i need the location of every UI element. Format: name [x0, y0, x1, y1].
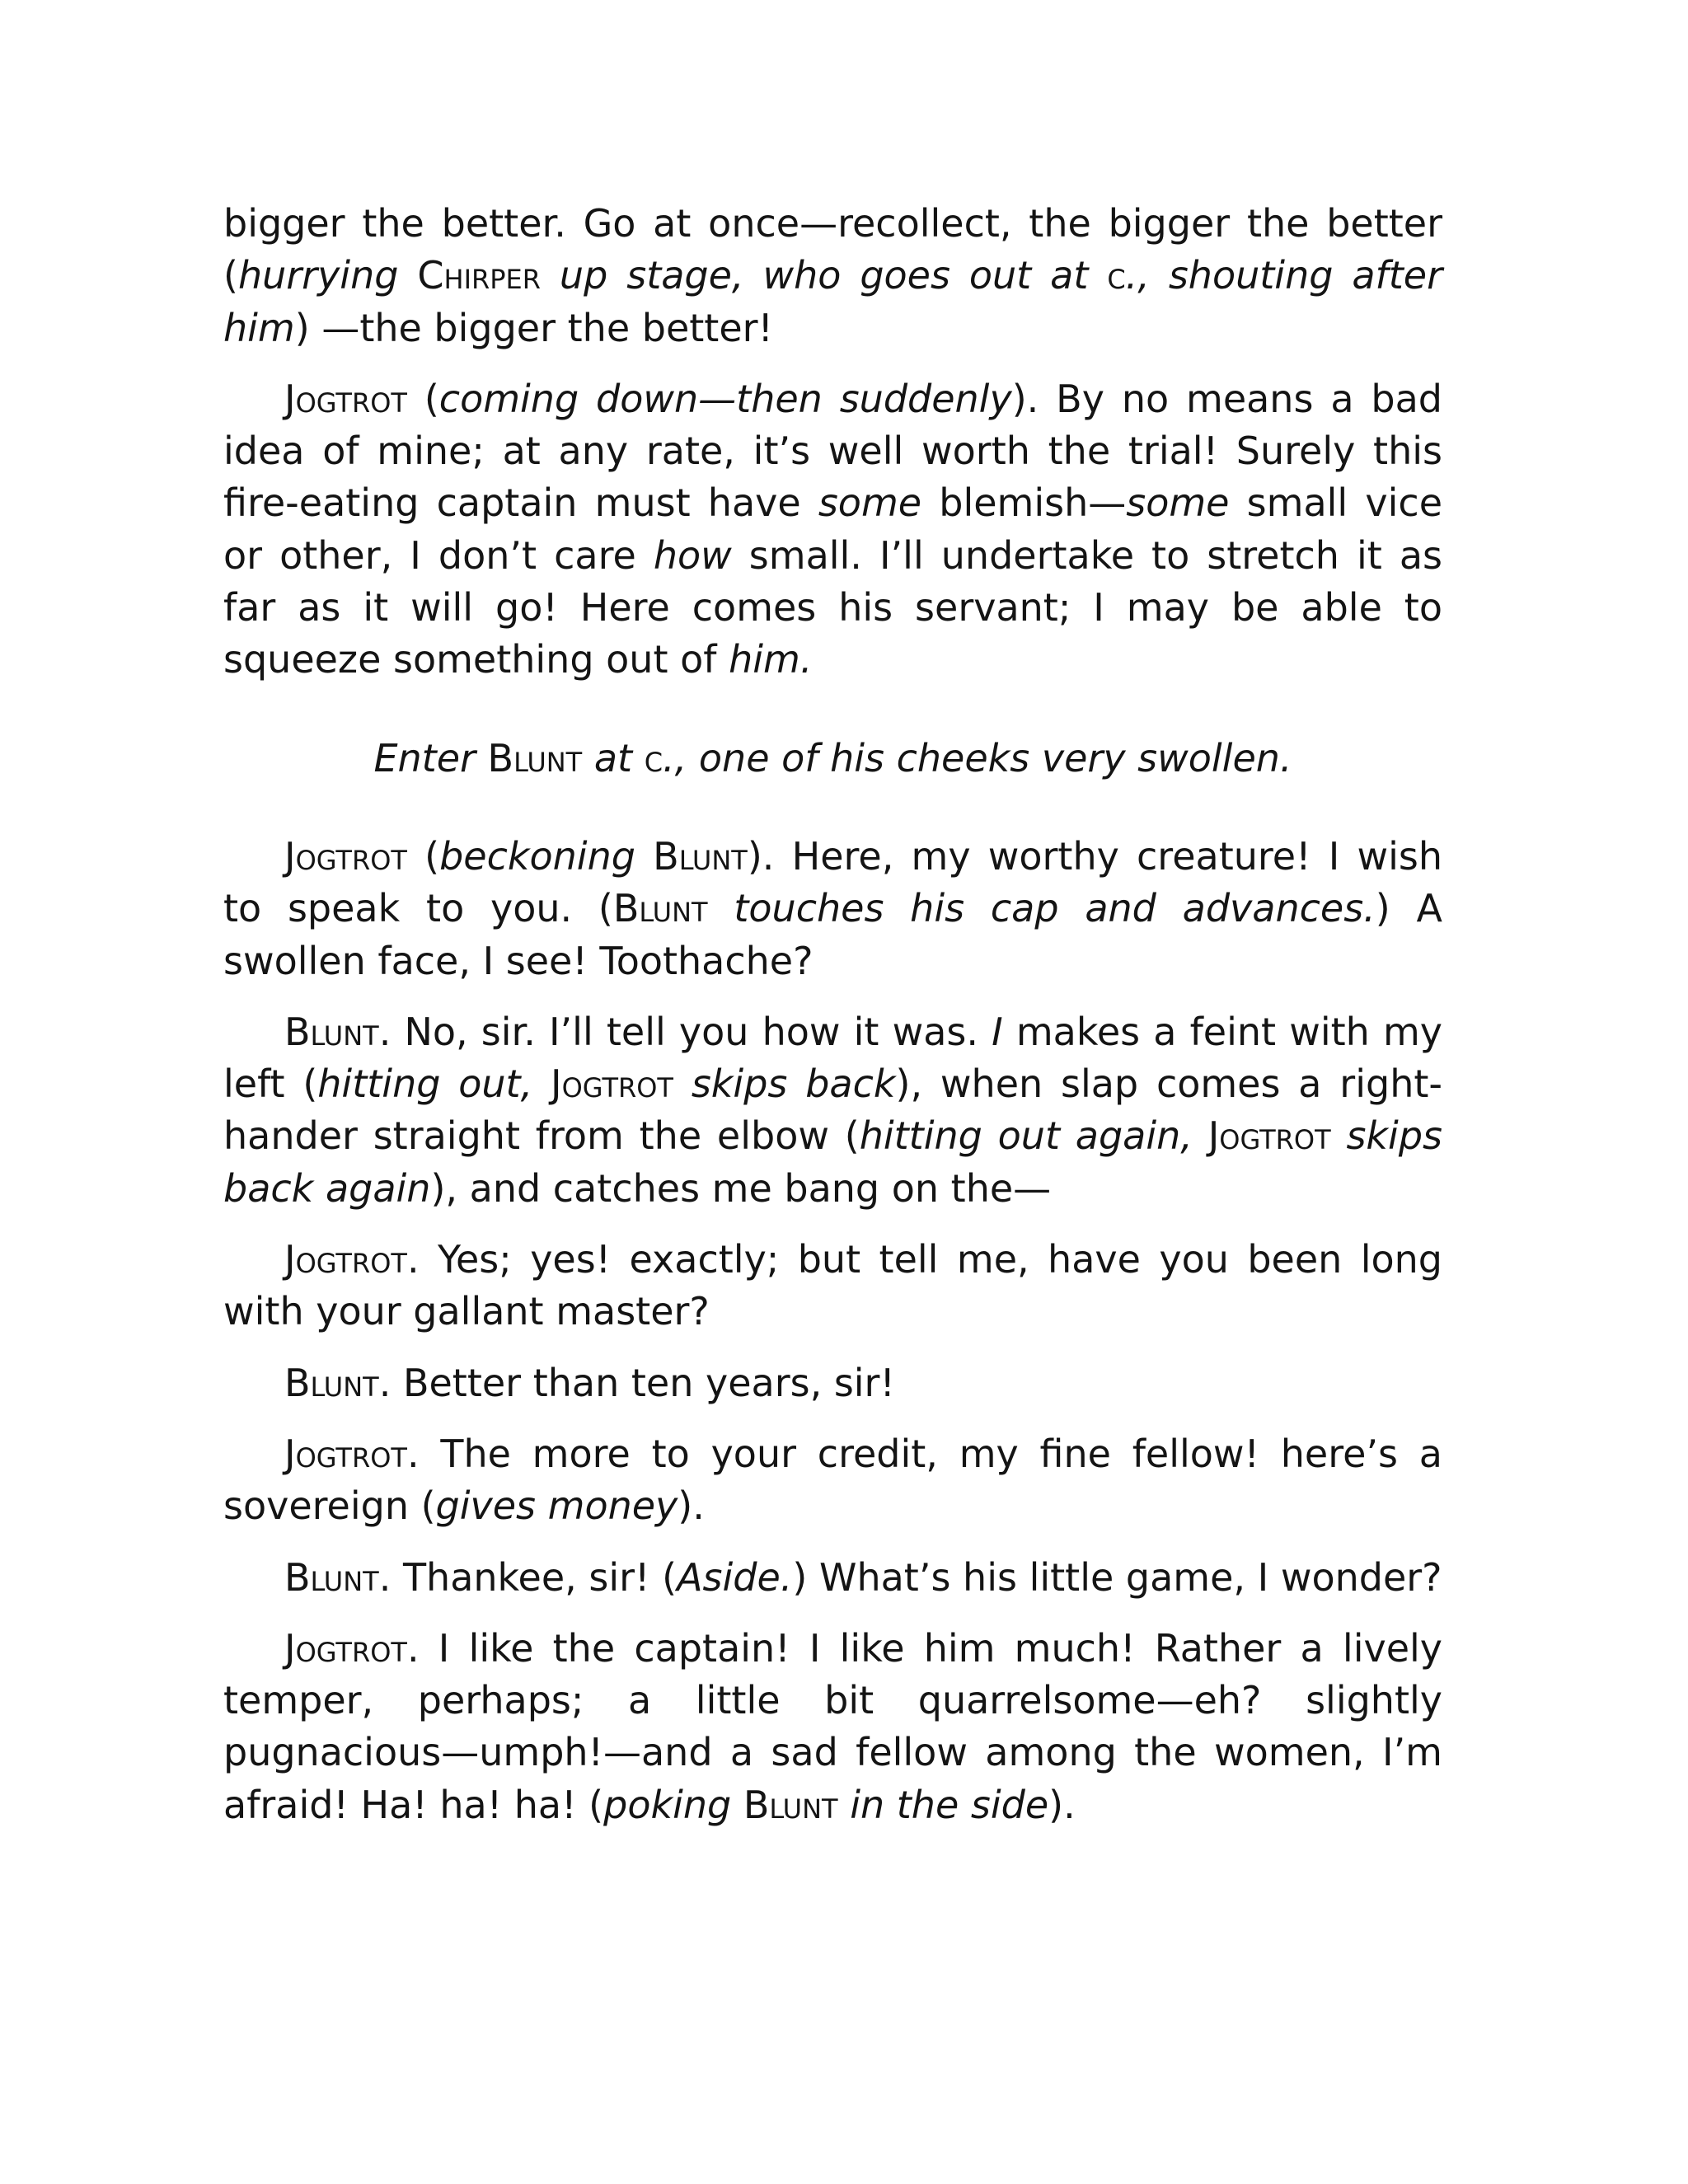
speech-jogtrot-4 [223, 1428, 1442, 1533]
italic-run: up stage, who goes out at [541, 253, 1108, 298]
text-run: small vice or other, I don’t care [223, 480, 1442, 578]
italic-run: Enter [373, 735, 488, 780]
italic-run: at [582, 735, 645, 780]
italic-run: how [653, 532, 732, 578]
character-name-jogtrot: Jogtrot [551, 1062, 673, 1107]
italic-run: some [1126, 480, 1230, 526]
italic-run: some [818, 480, 922, 526]
text-run: ( [406, 376, 439, 421]
stage-direction: hitting out, [317, 1062, 551, 1107]
stage-direction: touches his cap and advances. [707, 886, 1376, 931]
text-run: ), when slap comes a right-hander straight from the elbow ( [223, 1062, 1442, 1159]
text-run: . Yes; yes! exactly; but tell me, have you been long with your gallant master? [223, 1237, 1442, 1334]
stage-direction: poking [603, 1782, 743, 1827]
stage-direction: hitting out again, [859, 1113, 1208, 1159]
speech-jogtrot-5 [223, 1623, 1442, 1831]
stage-centre-abbrev: c [1107, 253, 1126, 298]
stage-direction: coming down—then suddenly [438, 376, 1012, 421]
text-run: . Better than ten years, sir! [378, 1360, 895, 1405]
text-run: small. I’ll undertake to stretch it as far as it will go! Here comes his servant; I may be able to squeeze something out of [223, 532, 1442, 682]
text-run: . No, sir. I’ll tell you how it was. [378, 1009, 992, 1054]
speaker-name: Blunt [284, 1009, 379, 1054]
character-name-chirper: Chirper [417, 253, 541, 298]
speaker-name: Jogtrot [284, 1431, 407, 1476]
stage-direction: gives money [435, 1483, 678, 1529]
speech-jogtrot-1 [223, 373, 1442, 687]
text-run: ) A swollen face, I see! Toothache? [223, 886, 1442, 983]
text-run: . Thankee, sir! ( [378, 1554, 678, 1600]
text-run: ( [406, 833, 440, 879]
speaker-name: Jogtrot [284, 1237, 407, 1282]
text-run: . I like the captain! I like him much! Rather a lively temper, perhaps; a little bit quarrelsome—eh? slightly pugnacious—umph!—and a sad fellow among the women, I’m afraid! Ha! ha! ha! ( [223, 1625, 1442, 1827]
speech-jogtrot-3 [223, 1234, 1442, 1338]
speech-jogtrot-2 [223, 831, 1442, 987]
paragraph-continuation [223, 198, 1442, 354]
stage-direction: Aside. [677, 1554, 793, 1600]
text-run: ), and catches me bang on the— [430, 1165, 1052, 1211]
italic-run: him. [729, 637, 813, 682]
stage-direction-entrance [223, 733, 1442, 785]
stage-direction: beckoning [439, 833, 654, 879]
speaker-name: Jogtrot [284, 833, 407, 879]
text-run: bigger the better. Go at once—recollect, the bigger the better ( [223, 201, 1442, 298]
italic-run: hurrying [237, 253, 418, 298]
text-run: blemish— [921, 480, 1127, 526]
character-name-blunt: Blunt [487, 735, 583, 780]
speaker-name: Blunt [284, 1554, 379, 1600]
character-name-blunt: Blunt [743, 1782, 838, 1827]
stage-direction: skips back again [223, 1113, 1442, 1211]
text-run: ) What’s his little game, I wonder? [792, 1554, 1442, 1600]
text-run: ). Here, my worthy creature! I wish to speak to you. ( [223, 833, 1442, 931]
speech-blunt-2 [223, 1357, 1442, 1409]
speaker-name: Blunt [284, 1360, 379, 1405]
character-name-blunt: Blunt [653, 833, 748, 879]
italic-run: ., shouting after him [223, 253, 1442, 350]
character-name-blunt: Blunt [612, 886, 708, 931]
speaker-name: Jogtrot [284, 376, 407, 421]
speaker-name: Jogtrot [284, 1625, 407, 1671]
page-body [223, 198, 1442, 1831]
stage-direction: in the side [837, 1782, 1049, 1827]
text-run: ). [1048, 1782, 1076, 1827]
text-run: . The more to your credit, my fine fellow! here’s a sovereign ( [223, 1431, 1442, 1529]
stage-direction: skips back [673, 1062, 896, 1107]
character-name-jogtrot: Jogtrot [1207, 1113, 1331, 1159]
italic-run: ., one of his cheeks very swollen. [663, 735, 1292, 780]
text-run: ). By no means a bad idea of mine; at any rate, it’s well worth the trial! Surely this fire-eating captain must have [223, 376, 1442, 526]
speech-blunt-3 [223, 1552, 1442, 1604]
text-run: ). [678, 1483, 705, 1529]
text-run: makes a feint with my left ( [223, 1009, 1442, 1107]
speech-blunt-1 [223, 1006, 1442, 1215]
italic-run: I [992, 1009, 1003, 1054]
text-run: ) —the bigger the better! [294, 305, 773, 350]
stage-centre-abbrev: c [644, 735, 663, 780]
